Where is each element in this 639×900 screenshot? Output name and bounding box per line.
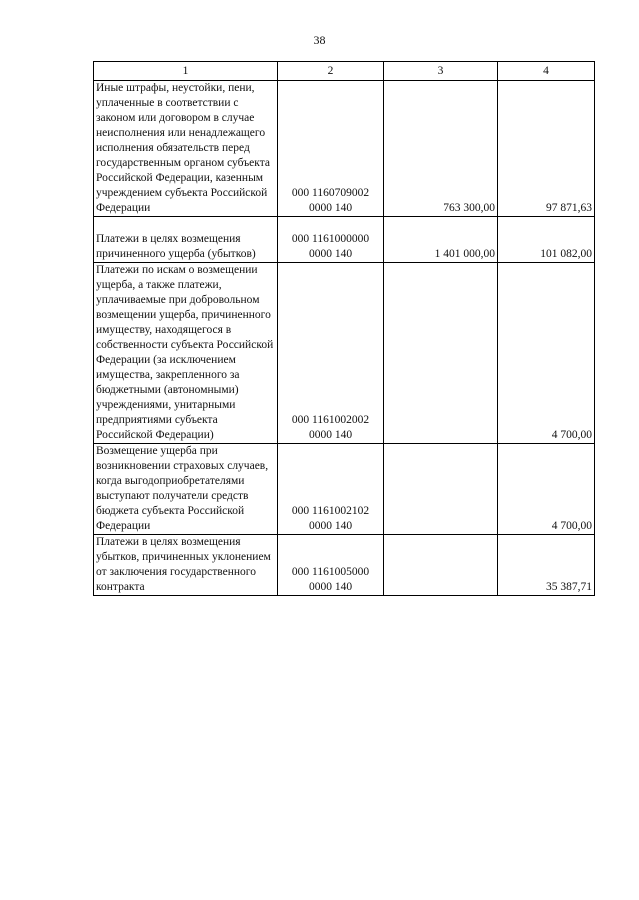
row-plan-amount bbox=[384, 444, 498, 535]
row-actual-amount: 97 871,63 bbox=[498, 81, 595, 217]
row-code: 000 1161002102 0000 140 bbox=[278, 444, 384, 535]
row-name: Платежи по искам о возмещении ущерба, а также платежи, уплачиваемые при добровольном возмещении ущерба, причиненного имуществу, находящегося в собственности субъекта Российской Федерации (за исключением имущества, закрепленного за бюджетными (автономными) учреждениями, унитарными предприятиями субъекта Российской Федерации) bbox=[94, 263, 278, 444]
row-name: Платежи в целях возмещения убытков, причиненных уклонением от заключения государственного контракта bbox=[94, 535, 278, 596]
table-row bbox=[94, 535, 595, 596]
column-header-1: 1 bbox=[94, 62, 278, 81]
row-plan-amount bbox=[384, 263, 498, 444]
row-code: 000 1161005000 0000 140 bbox=[278, 535, 384, 596]
row-code: 000 1160709002 0000 140 bbox=[278, 81, 384, 217]
row-actual-amount: 4 700,00 bbox=[498, 444, 595, 535]
column-header-4: 4 bbox=[498, 62, 595, 81]
budget-table bbox=[93, 61, 595, 596]
row-plan-amount: 763 300,00 bbox=[384, 81, 498, 217]
row-name: Платежи в целях возмещения причиненного ущерба (убытков) bbox=[94, 217, 278, 263]
row-plan-amount bbox=[384, 535, 498, 596]
row-name: Возмещение ущерба при возникновении страховых случаев, когда выгодоприобретателями выступают получатели средств бюджета субъекта Российской Федерации bbox=[94, 444, 278, 535]
table-header-row bbox=[94, 62, 595, 81]
table-row bbox=[94, 217, 595, 263]
table-row bbox=[94, 444, 595, 535]
row-name: Иные штрафы, неустойки, пени, уплаченные в соответствии с законом или договором в случае неисполнения или ненадлежащего исполнения обязательств перед государственным органом субъекта Российской Федерации, казенным учреждением субъекта Российской Федерации bbox=[94, 81, 278, 217]
column-header-3: 3 bbox=[384, 62, 498, 81]
row-actual-amount: 101 082,00 bbox=[498, 217, 595, 263]
row-actual-amount: 35 387,71 bbox=[498, 535, 595, 596]
row-code: 000 1161000000 0000 140 bbox=[278, 217, 384, 263]
row-actual-amount: 4 700,00 bbox=[498, 263, 595, 444]
table-row bbox=[94, 81, 595, 217]
column-header-2: 2 bbox=[278, 62, 384, 81]
page-number: 38 bbox=[313, 33, 326, 47]
table-row bbox=[94, 263, 595, 444]
row-code: 000 1161002002 0000 140 bbox=[278, 263, 384, 444]
row-plan-amount: 1 401 000,00 bbox=[384, 217, 498, 263]
